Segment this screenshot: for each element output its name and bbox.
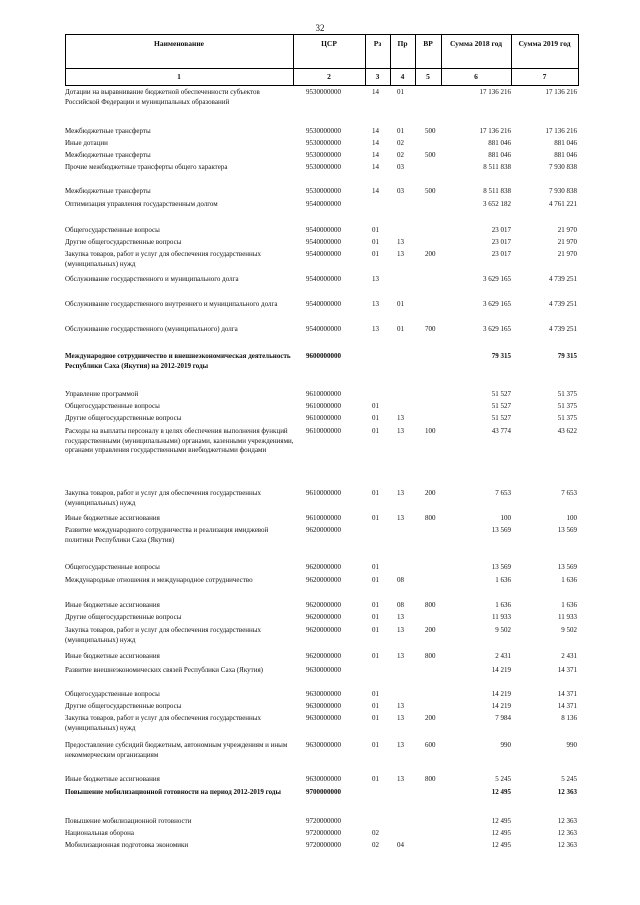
row-sum-2018: 100 bbox=[500, 514, 511, 522]
row-sum-2018: 9 502 bbox=[495, 626, 511, 634]
row-name: Обслуживание государственного (муниципального) долга bbox=[65, 325, 238, 333]
header-col-number: 6 bbox=[474, 72, 478, 81]
row-sum-2019: 12 363 bbox=[557, 788, 577, 796]
row-sum-2018: 11 933 bbox=[492, 613, 511, 621]
row-pr: 04 bbox=[397, 841, 404, 849]
row-pr: 08 bbox=[397, 576, 404, 584]
row-sum-2019: 7 930 838 bbox=[549, 187, 577, 195]
row-pr: 01 bbox=[397, 300, 404, 308]
row-sum-2018: 13 569 bbox=[491, 526, 511, 534]
row-csr: 9620000000 bbox=[306, 563, 341, 571]
row-sum-2018: 990 bbox=[500, 741, 511, 749]
row-csr: 9540000000 bbox=[306, 200, 341, 208]
row-name: Иные бюджетные ассигнования bbox=[65, 652, 160, 660]
row-sum-2018: 8 511 838 bbox=[483, 163, 511, 171]
row-sum-2019: 4 739 251 bbox=[549, 325, 577, 333]
row-vr: 500 bbox=[425, 187, 436, 195]
row-sum-2018: 3 629 165 bbox=[483, 275, 511, 283]
row-rz: 01 bbox=[372, 741, 379, 749]
row-rz: 14 bbox=[372, 151, 379, 159]
row-csr: 9620000000 bbox=[306, 576, 341, 584]
row-sum-2018: 881 046 bbox=[488, 139, 511, 147]
row-rz: 01 bbox=[372, 601, 379, 609]
header-vr: ВР bbox=[423, 39, 433, 48]
row-rz: 02 bbox=[372, 841, 379, 849]
row-sum-2019: 51 375 bbox=[557, 402, 577, 410]
row-name: Обслуживание государственного внутреннего и муниципального долга bbox=[65, 300, 278, 308]
header-col-number: 3 bbox=[375, 72, 380, 81]
header-col-number: 2 bbox=[327, 72, 331, 81]
row-sum-2019: 79 315 bbox=[557, 352, 577, 360]
row-rz: 13 bbox=[372, 275, 379, 283]
row-name: Общегосударственные вопросы bbox=[65, 226, 160, 234]
row-csr: 9620000000 bbox=[306, 526, 341, 534]
row-csr: 9620000000 bbox=[306, 626, 341, 634]
row-sum-2019: 12 363 bbox=[557, 817, 577, 825]
row-csr: 9610000000 bbox=[306, 427, 341, 435]
row-vr: 200 bbox=[425, 626, 436, 634]
row-pr: 13 bbox=[397, 652, 404, 660]
row-sum-2018: 13 569 bbox=[491, 563, 511, 571]
row-sum-2018: 17 136 216 bbox=[479, 127, 511, 135]
header-top-border bbox=[65, 34, 579, 35]
row-rz: 01 bbox=[372, 613, 379, 621]
row-sum-2018: 7 653 bbox=[495, 489, 511, 497]
row-sum-2018: 3 629 165 bbox=[483, 300, 511, 308]
row-name: Общегосударственные вопросы bbox=[65, 690, 160, 698]
row-name: Управление программой bbox=[65, 390, 139, 398]
row-sum-2019: 4 739 251 bbox=[549, 275, 577, 283]
row-csr: 9630000000 bbox=[306, 666, 341, 674]
page-number: 32 bbox=[315, 23, 325, 33]
row-name: Общегосударственные вопросы bbox=[65, 563, 160, 571]
table-header bbox=[65, 34, 579, 86]
header-divider bbox=[578, 34, 579, 86]
row-sum-2019: 9 502 bbox=[561, 626, 577, 634]
row-sum-2019: 14 371 bbox=[557, 702, 577, 710]
row-rz: 14 bbox=[372, 88, 379, 96]
row-rz: 13 bbox=[372, 325, 379, 333]
row-sum-2019: 21 970 bbox=[557, 250, 577, 258]
row-pr: 13 bbox=[397, 702, 404, 710]
row-csr: 9600000000 bbox=[306, 352, 341, 360]
row-name: Межбюджетные трансферты bbox=[65, 127, 151, 135]
row-name: Общегосударственные вопросы bbox=[65, 402, 160, 410]
row-rz: 14 bbox=[372, 127, 379, 135]
row-sum-2019: 1 636 bbox=[561, 601, 577, 609]
row-vr: 500 bbox=[425, 127, 436, 135]
row-sum-2018: 17 136 216 bbox=[479, 88, 511, 96]
row-name: Другие общегосударственные вопросы bbox=[65, 702, 182, 710]
row-csr: 9540000000 bbox=[306, 300, 341, 308]
row-name: Закупка товаров, работ и услуг для обеспечения государственных (муниципальных) нужд bbox=[65, 714, 262, 732]
row-pr: 13 bbox=[397, 714, 404, 722]
row-name: Национальная оборона bbox=[65, 829, 134, 837]
row-sum-2018: 1 636 bbox=[495, 601, 511, 609]
row-sum-2018: 3 652 182 bbox=[483, 200, 511, 208]
row-csr: 9700000000 bbox=[306, 788, 341, 796]
row-name: Другие общегосударственные вопросы bbox=[65, 238, 182, 246]
row-csr: 9540000000 bbox=[306, 325, 341, 333]
row-sum-2019: 13 569 bbox=[557, 563, 577, 571]
row-sum-2019: 881 046 bbox=[554, 139, 577, 147]
row-name: Обслуживание государственного и муниципального долга bbox=[65, 275, 239, 283]
row-pr: 13 bbox=[397, 741, 404, 749]
row-name: Другие общегосударственные вопросы bbox=[65, 613, 182, 621]
row-sum-2018: 14 219 bbox=[491, 702, 511, 710]
row-rz: 01 bbox=[372, 414, 379, 422]
row-sum-2019: 4 739 251 bbox=[549, 300, 577, 308]
row-rz: 01 bbox=[372, 714, 379, 722]
row-sum-2019: 11 933 bbox=[558, 613, 577, 621]
row-name: Иные бюджетные ассигнования bbox=[65, 775, 160, 783]
row-sum-2019: 100 bbox=[566, 514, 577, 522]
row-csr: 9620000000 bbox=[306, 652, 341, 660]
row-vr: 700 bbox=[425, 325, 436, 333]
row-sum-2019: 7 930 838 bbox=[549, 163, 577, 171]
row-pr: 13 bbox=[397, 775, 404, 783]
row-csr: 9610000000 bbox=[306, 514, 341, 522]
row-rz: 01 bbox=[372, 250, 379, 258]
row-sum-2018: 12 495 bbox=[491, 817, 511, 825]
row-csr: 9630000000 bbox=[306, 702, 341, 710]
header-bottom-border bbox=[65, 85, 579, 86]
row-name: Другие общегосударственные вопросы bbox=[65, 414, 182, 422]
row-name: Прочие межбюджетные трансферты общего характера bbox=[65, 163, 228, 171]
row-rz: 13 bbox=[372, 300, 379, 308]
row-vr: 200 bbox=[425, 250, 436, 258]
row-name: Оптимизация управления государственным долгом bbox=[65, 200, 218, 208]
header-col-number: 7 bbox=[542, 72, 547, 81]
row-rz: 01 bbox=[372, 563, 379, 571]
row-name: Развитие международного сотрудничества и реализация имиджевой политики Республики Саха (Якутия) bbox=[65, 526, 269, 544]
row-name: Дотации на выравнивание бюджетной обеспеченности субъектов Российской Федерации и муниципальных образований bbox=[65, 88, 260, 106]
row-vr: 600 bbox=[425, 741, 436, 749]
row-csr: 9530000000 bbox=[306, 88, 341, 96]
row-name: Иные дотации bbox=[65, 139, 108, 147]
row-rz: 01 bbox=[372, 402, 379, 410]
row-pr: 03 bbox=[397, 163, 404, 171]
row-rz: 01 bbox=[372, 775, 379, 783]
row-sum-2019: 51 375 bbox=[557, 390, 577, 398]
row-sum-2019: 13 569 bbox=[557, 526, 577, 534]
row-sum-2019: 8 136 bbox=[561, 714, 577, 722]
row-csr: 9720000000 bbox=[306, 841, 341, 849]
row-csr: 9620000000 bbox=[306, 613, 341, 621]
row-sum-2018: 7 984 bbox=[495, 714, 511, 722]
row-rz: 14 bbox=[372, 139, 379, 147]
row-sum-2019: 51 375 bbox=[557, 414, 577, 422]
row-sum-2019: 990 bbox=[566, 741, 577, 749]
row-rz: 01 bbox=[372, 226, 379, 234]
row-csr: 9610000000 bbox=[306, 414, 341, 422]
row-sum-2018: 1 636 bbox=[495, 576, 511, 584]
row-name: Иные бюджетные ассигнования bbox=[65, 514, 160, 522]
row-sum-2019: 21 970 bbox=[557, 238, 577, 246]
row-pr: 01 bbox=[397, 325, 404, 333]
row-sum-2018: 12 495 bbox=[491, 829, 511, 837]
row-name: Расходы на выплаты персоналу в целях обеспечения выполнения функций государственными (муниципальными) органами, казенными учреждениями, органами управления государственными внебюджетными фондами bbox=[65, 427, 294, 454]
row-csr: 9540000000 bbox=[306, 226, 341, 234]
row-sum-2018: 43 774 bbox=[491, 427, 511, 435]
row-sum-2018: 3 629 165 bbox=[483, 325, 511, 333]
row-pr: 13 bbox=[397, 427, 404, 435]
row-sum-2018: 79 315 bbox=[491, 352, 511, 360]
row-name: Международные отношения и международное сотрудничество bbox=[65, 576, 253, 584]
row-pr: 13 bbox=[397, 250, 404, 258]
header-sum-2018: Сумма 2018 год bbox=[449, 39, 503, 48]
row-sum-2019: 17 136 216 bbox=[545, 88, 577, 96]
row-csr: 9610000000 bbox=[306, 390, 341, 398]
row-name: Иные бюджетные ассигнования bbox=[65, 601, 160, 609]
row-name: Межбюджетные трансферты bbox=[65, 187, 151, 195]
row-sum-2019: 14 371 bbox=[557, 690, 577, 698]
row-sum-2018: 51 527 bbox=[491, 402, 511, 410]
row-sum-2018: 12 495 bbox=[491, 788, 511, 796]
row-csr: 9540000000 bbox=[306, 275, 341, 283]
row-rz: 01 bbox=[372, 238, 379, 246]
row-sum-2019: 7 653 bbox=[561, 489, 577, 497]
row-rz: 01 bbox=[372, 702, 379, 710]
header-rz: Рз bbox=[373, 39, 382, 48]
row-rz: 02 bbox=[372, 829, 379, 837]
row-pr: 13 bbox=[397, 489, 404, 497]
row-sum-2018: 51 527 bbox=[491, 414, 511, 422]
row-vr: 800 bbox=[425, 652, 436, 660]
header-col-number: 4 bbox=[400, 72, 405, 81]
row-rz: 01 bbox=[372, 427, 379, 435]
row-name: Межбюджетные трансферты bbox=[65, 151, 151, 159]
row-csr: 9720000000 bbox=[306, 817, 341, 825]
row-name: Международное сотрудничество и внешнеэкономическая деятельность Республики Саха (Якутия) на 2012-2019 годы bbox=[65, 352, 291, 370]
row-csr: 9630000000 bbox=[306, 690, 341, 698]
row-sum-2019: 2 431 bbox=[561, 652, 577, 660]
row-vr: 500 bbox=[425, 151, 436, 159]
row-sum-2018: 8 511 838 bbox=[483, 187, 511, 195]
row-pr: 02 bbox=[397, 139, 404, 147]
row-pr: 13 bbox=[397, 514, 404, 522]
row-rz: 01 bbox=[372, 576, 379, 584]
row-csr: 9630000000 bbox=[306, 741, 341, 749]
row-sum-2018: 14 219 bbox=[491, 690, 511, 698]
row-sum-2018: 23 017 bbox=[491, 226, 511, 234]
row-pr: 13 bbox=[397, 613, 404, 621]
header-middle-border bbox=[65, 68, 579, 69]
row-csr: 9720000000 bbox=[306, 829, 341, 837]
row-vr: 200 bbox=[425, 714, 436, 722]
row-csr: 9530000000 bbox=[306, 127, 341, 135]
row-csr: 9620000000 bbox=[306, 601, 341, 609]
row-name: Мобилизационная подготовка экономики bbox=[65, 841, 189, 849]
row-rz: 01 bbox=[372, 489, 379, 497]
row-name: Предоставление субсидий бюджетным, автономным учреждениям и иным некоммерческим организациям bbox=[65, 741, 288, 759]
row-rz: 14 bbox=[372, 163, 379, 171]
row-name: Повышение мобилизационной готовности bbox=[65, 817, 192, 825]
header-col-number: 1 bbox=[177, 72, 181, 81]
row-rz: 14 bbox=[372, 187, 379, 195]
row-csr: 9610000000 bbox=[306, 489, 341, 497]
row-sum-2019: 43 622 bbox=[557, 427, 577, 435]
row-csr: 9610000000 bbox=[306, 402, 341, 410]
row-pr: 13 bbox=[397, 414, 404, 422]
header-pr: Пр bbox=[397, 39, 408, 48]
row-csr: 9530000000 bbox=[306, 151, 341, 159]
row-sum-2019: 5 245 bbox=[561, 775, 577, 783]
row-csr: 9540000000 bbox=[306, 250, 341, 258]
row-sum-2019: 17 136 216 bbox=[545, 127, 577, 135]
header-name: Наименование bbox=[154, 39, 204, 48]
row-csr: 9630000000 bbox=[306, 714, 341, 722]
row-csr: 9540000000 bbox=[306, 238, 341, 246]
row-vr: 200 bbox=[425, 489, 436, 497]
row-rz: 01 bbox=[372, 652, 379, 660]
row-pr: 08 bbox=[397, 601, 404, 609]
row-name: Закупка товаров, работ и услуг для обеспечения государственных (муниципальных) нужд bbox=[65, 626, 262, 644]
row-name: Развитие внешнеэкономических связей Республики Саха (Якутия) bbox=[65, 666, 263, 674]
row-sum-2018: 5 245 bbox=[495, 775, 511, 783]
row-sum-2018: 14 219 bbox=[491, 666, 511, 674]
row-sum-2018: 2 431 bbox=[495, 652, 511, 660]
row-pr: 13 bbox=[397, 238, 404, 246]
row-sum-2018: 23 017 bbox=[491, 250, 511, 258]
row-vr: 800 bbox=[425, 514, 436, 522]
row-sum-2018: 12 495 bbox=[491, 841, 511, 849]
row-csr: 9530000000 bbox=[306, 139, 341, 147]
row-csr: 9530000000 bbox=[306, 187, 341, 195]
row-name: Повышение мобилизационной готовности на период 2012-2019 годы bbox=[65, 788, 281, 796]
row-sum-2019: 12 363 bbox=[557, 829, 577, 837]
row-pr: 02 bbox=[397, 151, 404, 159]
row-csr: 9630000000 bbox=[306, 775, 341, 783]
row-sum-2019: 881 046 bbox=[554, 151, 577, 159]
row-vr: 100 bbox=[425, 427, 436, 435]
row-vr: 800 bbox=[425, 601, 436, 609]
row-name: Закупка товаров, работ и услуг для обеспечения государственных (муниципальных) нужд bbox=[65, 250, 262, 268]
header-col-number: 5 bbox=[426, 72, 430, 81]
header-sum-2019: Сумма 2019 год bbox=[518, 39, 571, 48]
row-pr: 03 bbox=[397, 187, 404, 195]
row-rz: 01 bbox=[372, 514, 379, 522]
row-rz: 01 bbox=[372, 690, 379, 698]
row-sum-2019: 12 363 bbox=[557, 841, 577, 849]
row-rz: 01 bbox=[372, 626, 379, 634]
row-csr: 9530000000 bbox=[306, 163, 341, 171]
header-csr: ЦСР bbox=[321, 39, 337, 48]
row-sum-2018: 881 046 bbox=[488, 151, 511, 159]
row-sum-2018: 23 017 bbox=[491, 238, 511, 246]
row-pr: 01 bbox=[397, 127, 404, 135]
row-sum-2019: 4 761 221 bbox=[549, 200, 577, 208]
row-sum-2019: 21 970 bbox=[557, 226, 577, 234]
row-name: Закупка товаров, работ и услуг для обеспечения государственных (муниципальных) нужд bbox=[65, 489, 262, 507]
row-sum-2018: 51 527 bbox=[491, 390, 511, 398]
row-pr: 01 bbox=[397, 88, 404, 96]
row-pr: 13 bbox=[397, 626, 404, 634]
row-sum-2019: 1 636 bbox=[561, 576, 577, 584]
row-vr: 800 bbox=[425, 775, 436, 783]
row-sum-2019: 14 371 bbox=[557, 666, 577, 674]
